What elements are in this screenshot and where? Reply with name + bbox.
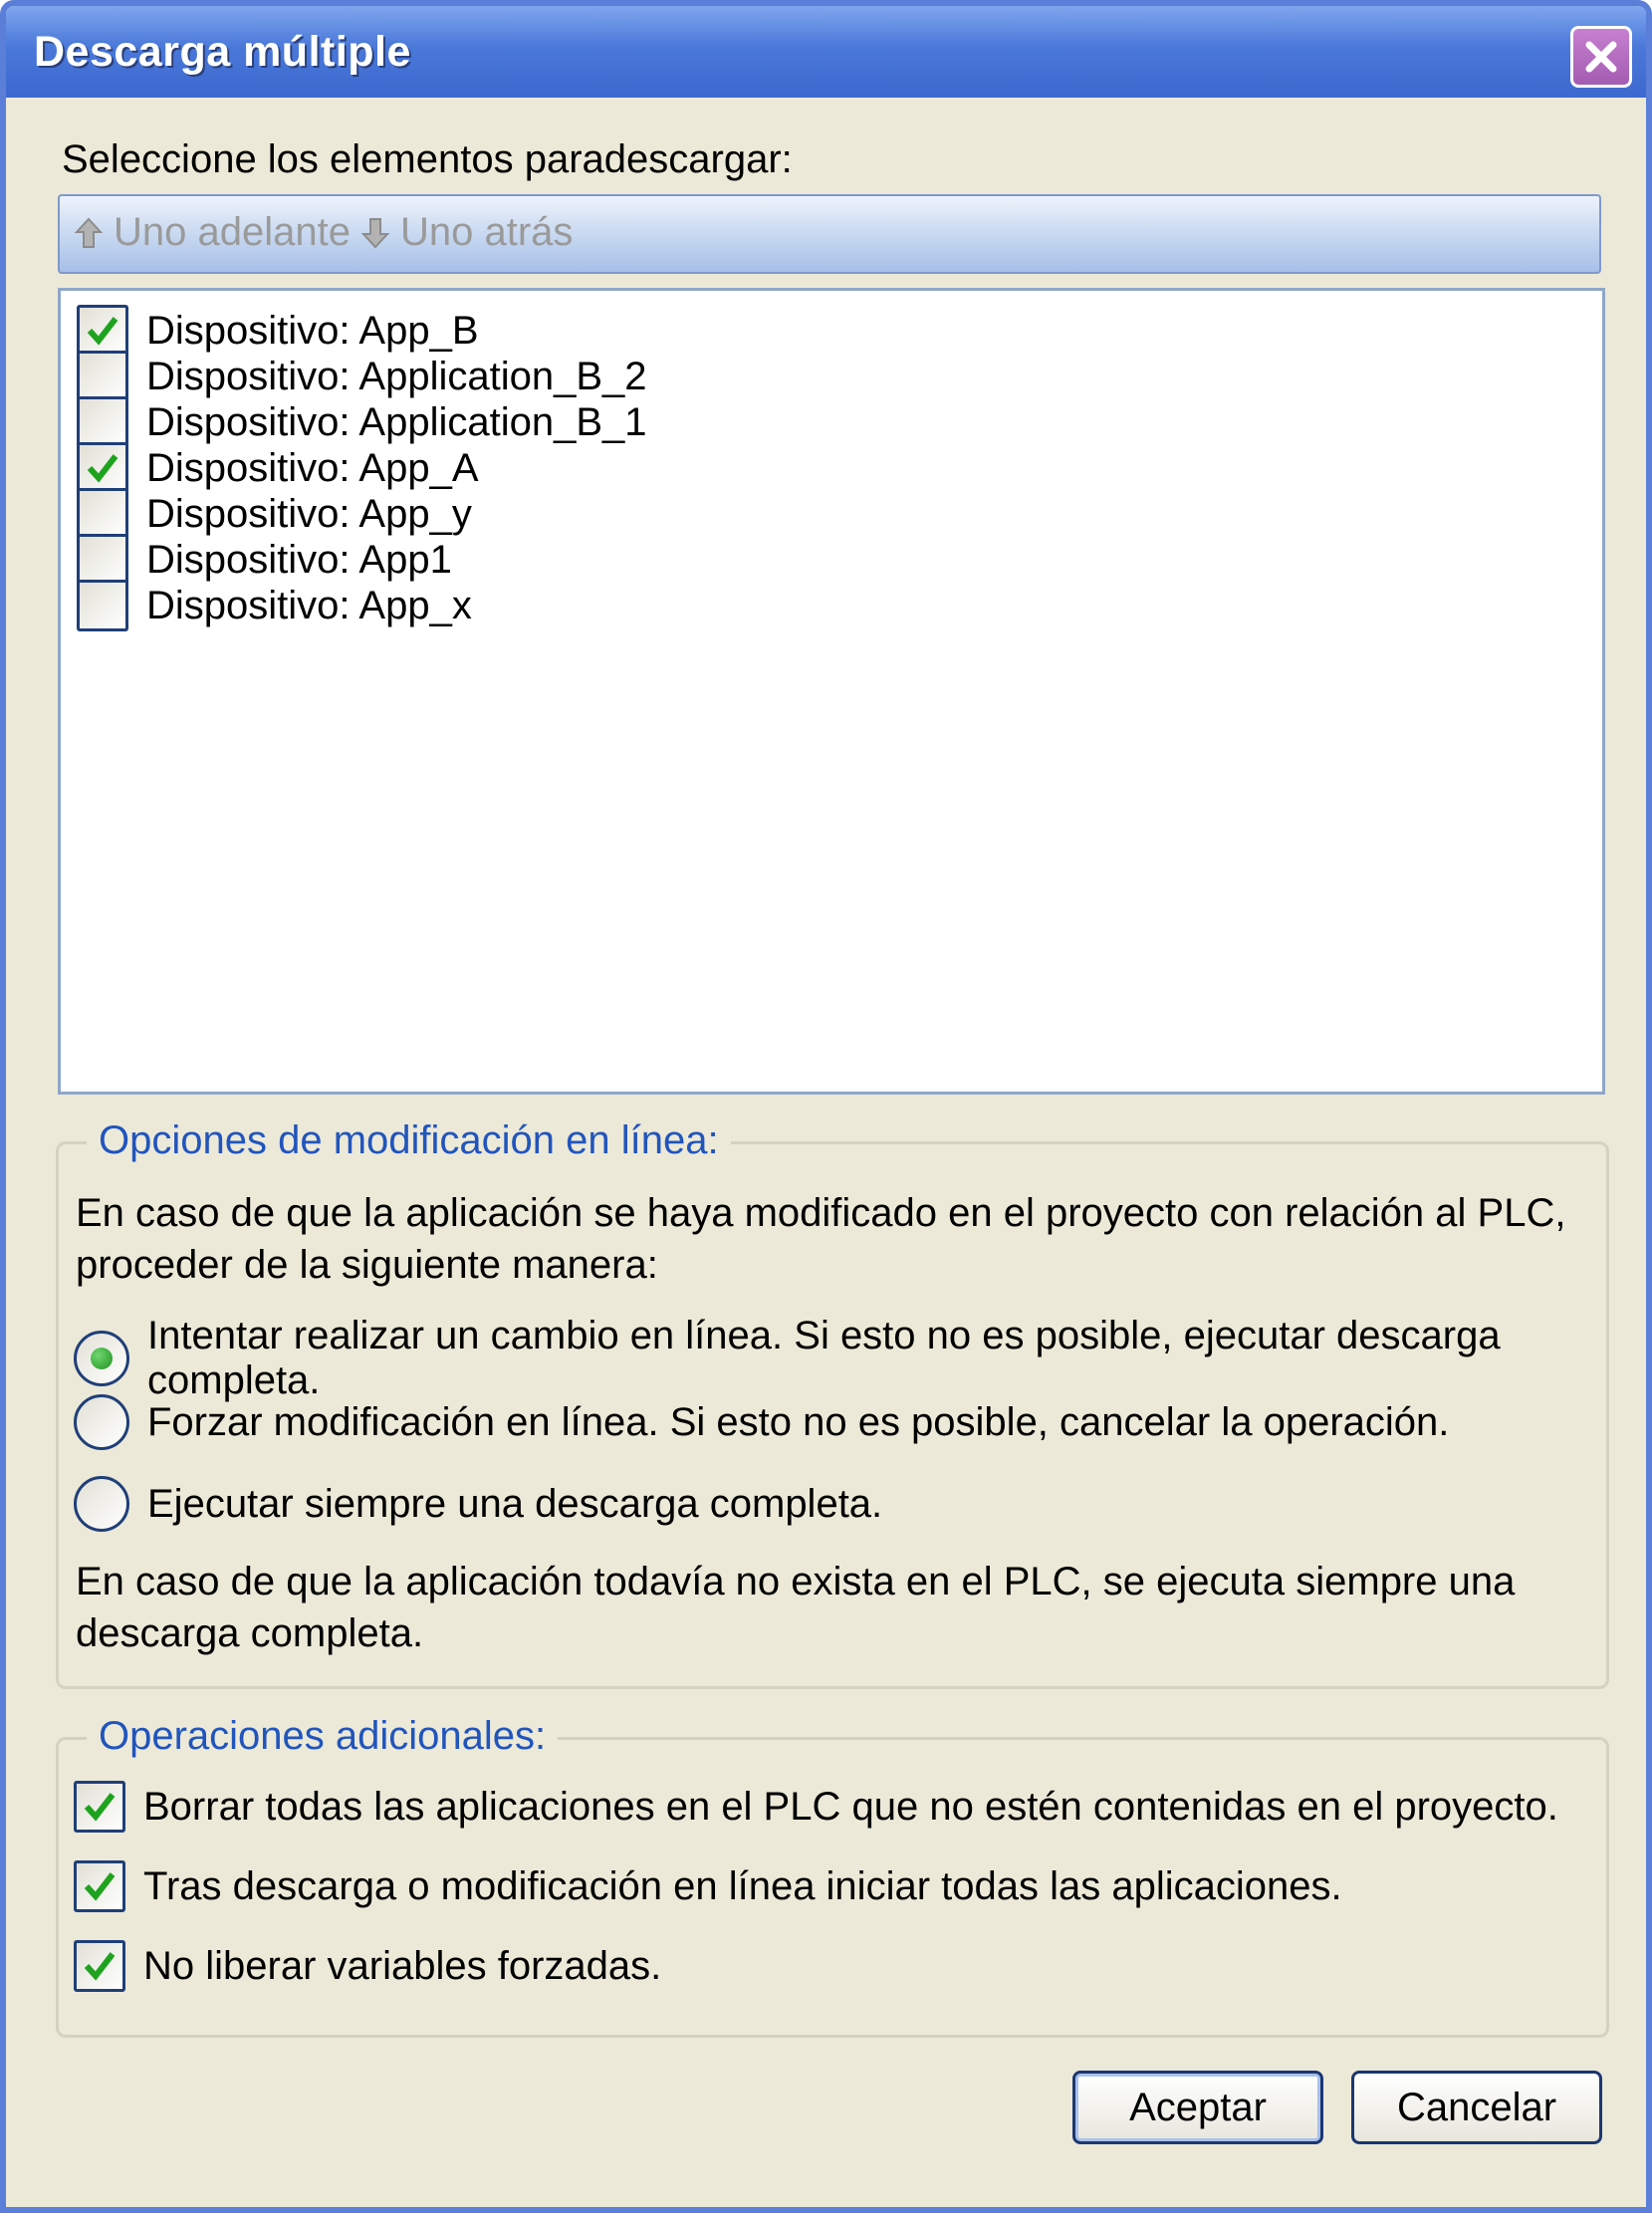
option-label: Tras descarga o modificación en línea iniciar todas las aplicaciones.	[143, 1863, 1342, 1908]
check-icon	[82, 1789, 118, 1825]
option-checkbox[interactable]	[74, 1860, 125, 1912]
option-checkbox[interactable]	[74, 1781, 125, 1833]
window-title: Descarga múltiple	[34, 28, 411, 76]
radio-button[interactable]	[74, 1394, 129, 1450]
radio-label: Forzar modificación en línea. Si esto no es posible, cancelar la operación.	[147, 1399, 1450, 1444]
move-down-label: Uno atrás	[400, 210, 574, 254]
move-up-button[interactable]	[74, 210, 351, 255]
online-option-try-online-change[interactable]	[74, 1314, 1646, 1403]
check-icon	[85, 313, 120, 349]
item-label: Dispositivo: App_B	[146, 308, 479, 353]
item-label: Dispositivo: App_A	[146, 445, 479, 490]
radio-selected-dot	[91, 1348, 113, 1369]
close-button[interactable]	[1570, 26, 1632, 88]
item-label: Dispositivo: App_x	[146, 583, 472, 627]
online-options-note: En caso de que la aplicación todavía no exista en el PLC, se ejecuta siempre una descarga completa.	[76, 1560, 1516, 1655]
option-delete-apps-not-in-project[interactable]	[74, 1781, 1558, 1833]
order-toolbar	[58, 194, 1601, 274]
arrow-up-icon	[74, 216, 104, 250]
move-up-label: Uno adelante	[114, 210, 351, 254]
title-bar[interactable]	[6, 6, 1646, 98]
radio-label: Ejecutar siempre una descarga completa.	[147, 1481, 883, 1526]
download-items-list[interactable]	[58, 288, 1605, 1095]
check-icon	[82, 1948, 118, 1984]
online-option-always-full-download[interactable]	[74, 1476, 882, 1532]
item-checkbox[interactable]	[77, 580, 128, 631]
move-down-button[interactable]	[360, 210, 573, 255]
check-icon	[82, 1868, 118, 1904]
list-item[interactable]	[77, 576, 472, 635]
option-do-not-release-forced-vars[interactable]	[74, 1940, 661, 1992]
cancel-button[interactable]: Cancelar	[1351, 2071, 1602, 2144]
item-label: Dispositivo: App1	[146, 537, 452, 582]
item-label: Dispositivo: Application_B_1	[146, 399, 647, 444]
online-options-legend: Opciones de modificación en línea:	[87, 1118, 731, 1163]
radio-label: Intentar realizar un cambio en línea. Si esto no es posible, ejecutar descarga completa.	[147, 1314, 1501, 1402]
radio-button[interactable]	[74, 1331, 129, 1386]
item-label: Dispositivo: Application_B_2	[146, 354, 647, 398]
option-label: Borrar todas las aplicaciones en el PLC que no estén contenidas en el proyecto.	[143, 1784, 1558, 1829]
option-start-all-apps[interactable]	[74, 1860, 1342, 1912]
ok-button[interactable]: Aceptar	[1072, 2071, 1323, 2144]
dialog-body	[6, 98, 1646, 2213]
additional-operations-legend: Operaciones adicionales:	[87, 1714, 558, 1759]
online-options-description: En caso de que la aplicación se haya modificado en el proyecto con relación al PLC, proceder de la siguiente manera:	[76, 1191, 1566, 1287]
online-option-force-online-change[interactable]	[74, 1394, 1449, 1450]
option-checkbox[interactable]	[74, 1940, 125, 1992]
close-icon	[1583, 39, 1619, 75]
select-items-label: Seleccione los elementos paradescargar:	[62, 137, 793, 181]
check-icon	[85, 450, 120, 486]
item-label: Dispositivo: App_y	[146, 491, 472, 536]
option-label: No liberar variables forzadas.	[143, 1943, 662, 1988]
radio-button[interactable]	[74, 1476, 129, 1532]
arrow-down-icon	[360, 216, 390, 250]
